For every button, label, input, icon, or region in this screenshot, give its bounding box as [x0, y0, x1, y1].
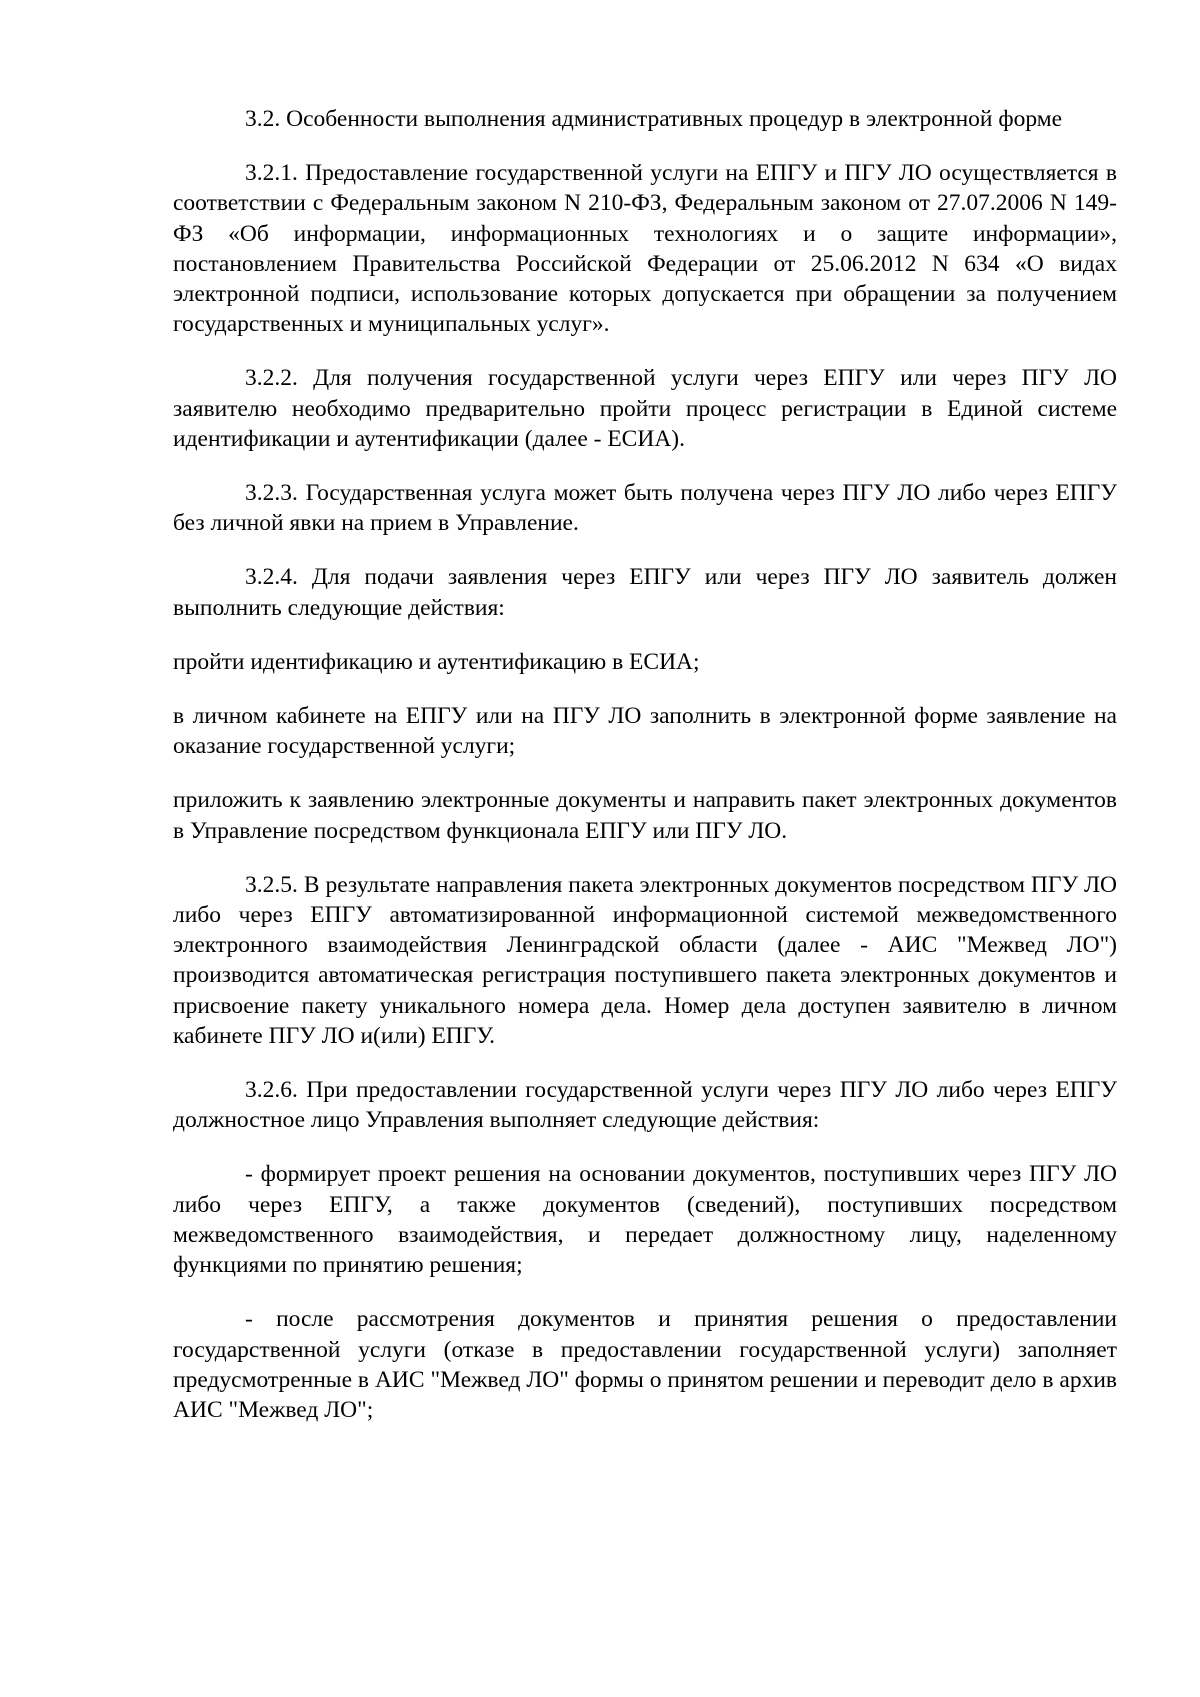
paragraph-3-2-4: 3.2.4. Для подачи заявления через ЕПГУ или через ПГУ ЛО заявитель должен выполнить следующие действия: [173, 564, 1117, 621]
list-item-step-2: в личном кабинете на ЕПГУ или на ПГУ ЛО заполнить в электронной форме заявление на оказание государственной услуги; [173, 703, 1117, 760]
paragraph-3-2-5: 3.2.5. В результате направления пакета электронных документов посредством ПГУ ЛО либо через ЕПГУ автоматизированной информационной системой межведомственного электронного взаимодействия Ленинградской области (далее - АИС "Межвед ЛО") производится автоматическая регистрация поступившего пакета электронных документов и присвоение пакету уникального номера дела. Номер дела доступен заявителю в личном кабинете ПГУ ЛО и(или) ЕПГУ. [173, 871, 1117, 1049]
section-heading-3-2: 3.2. Особенности выполнения административных процедур в электронной форме [245, 106, 1063, 132]
paragraph-3-2-2: 3.2.2. Для получения государственной услуги через ЕПГУ или через ПГУ ЛО заявителю необходимо предварительно пройти процесс регистрации в Единой системе идентификации и аутентификации (далее - ЕСИА). [173, 365, 1117, 452]
paragraph-3-2-6: 3.2.6. При предоставлении государственной услуги через ПГУ ЛО либо через ЕПГУ должностное лицо Управления выполняет следующие действия: [173, 1077, 1117, 1134]
paragraph-3-2-3: 3.2.3. Государственная услуга может быть получена через ПГУ ЛО либо через ЕПГУ без личной явки на прием в Управление. [173, 480, 1117, 537]
paragraph-3-2-1: 3.2.1. Предоставление государственной услуги на ЕПГУ и ПГУ ЛО осуществляется в соответствии с Федеральным законом N 210-ФЗ, Федеральным законом от 27.07.2006 N 149-ФЗ «Об информации, информационных технологиях и о защите информации», постановлением Правительства Российской Федерации от 25.06.2012 N 634 «О видах электронной подписи, использование которых допускается при обращении за получением государственных и муниципальных услуг». [173, 160, 1117, 338]
list-item-action-1: - формирует проект решения на основании документов, поступивших через ПГУ ЛО либо через ЕПГУ, а также документов (сведений), поступивших посредством межведомственного взаимодействия, и передает должностному лицу, наделенному функциями по принятию решения; [173, 1161, 1117, 1279]
list-item-action-2: - после рассмотрения документов и принятия решения о предоставлении государственной услуги (отказе в предоставлении государственной услуги) заполняет предусмотренные в АИС "Межвед ЛО" формы о принятом решении и переводит дело в архив АИС "Межвед ЛО"; [173, 1306, 1117, 1423]
list-item-step-1: пройти идентификацию и аутентификацию в ЕСИА; [173, 648, 700, 675]
document-page [173, 104, 1117, 1449]
list-item-step-3: приложить к заявлению электронные документы и направить пакет электронных документов в Управление посредством функционала ЕПГУ или ПГУ ЛО. [173, 787, 1117, 844]
